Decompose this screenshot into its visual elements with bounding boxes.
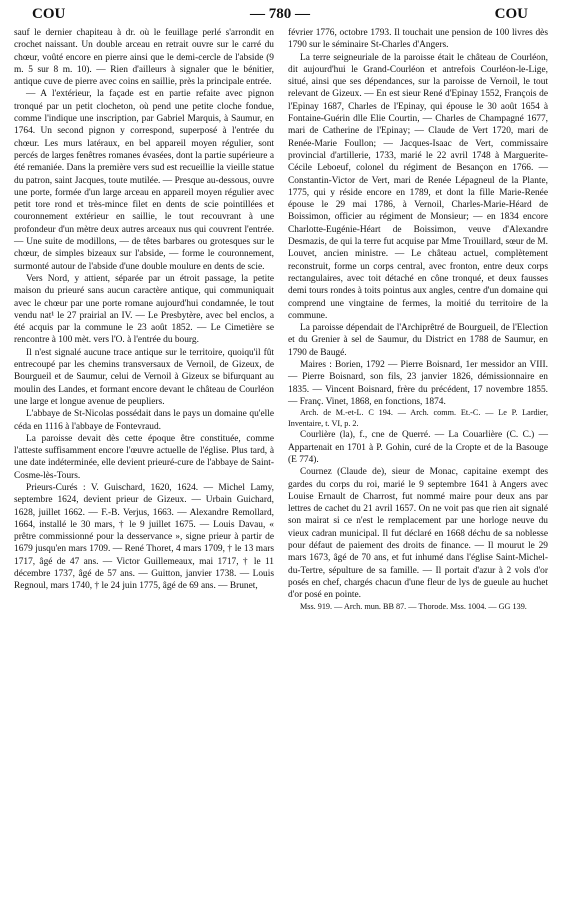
paragraph: sauf le dernier chapiteau à dr. où le feuillage perlé s'arrondit en crochet naissant. Un double arceau en retrait ouvre sur le carré du chœur, voûté encore en pierre ainsi que le demi-cercle de l'abside (9 m. 5 sur 8 m. 10). — Rien d'ailleurs à signaler que le bénitier, antique cuve de pierre avec coins en saillie, près la principale entrée. xyxy=(14,28,274,88)
paragraph: La paroisse devait dès cette époque être constituée, comme l'atteste suffisamment encore l'œuvre actuelle de l'église. Plus tard, à une date indéterminée, elle devient prieuré-cure de l'abbaye de Saint-Cosme-lès-Tours. xyxy=(14,433,274,481)
paragraph: Prieurs-Curés : V. Guischard, 1620, 1624. — Michel Lamy, septembre 1624, devient prieur de Gizeux. — Urbain Guichard, 1628, juillet 1662. — F.-B. Verjus, 1663. — Alexandre Remollard, 1664, installé le 30 mars, † le 9 juillet 1675. — Louis Davau, « prêtre commissionné pour la desservance », signe prieur à partir de 1679 jusqu'en mars 1709. — René Thoret, 4 mars 1709, † le 13 mars 1717, âgé de 47 ans. — Victor Guillemeaux, mai 1717, † le 11 décembre 1737, âgé de 57 ans. — Guitton, janvier 1738. — Louis Regnoul, mars 1740, † le 24 juin 1775, âgé de 69 ans. — Brunet, xyxy=(14,482,274,592)
paragraph: Il n'est signalé aucune trace antique sur le territoire, quoiqu'il fût entrecoupé par les chemins transversaux de Vernoil, de Gizeux, de Bourgueil et de Saumur, celui de Vernoil à Gizeux se bifurquant au moulin des Landes, et formant encore devant le château de Courléon une large et longue avenue de peupliers. xyxy=(14,347,274,407)
paragraph: Maires : Borien, 1792 — Pierre Boisnard, 1er messidor an VIII. — Pierre Boisnard, son fils, 23 janvier 1826, démissionnaire en 1835. — Vincent Boisnard, frère du précédent, 17 novembre 1855. — Franç. Vinet, 1868, en fonctions, 1874. xyxy=(288,360,548,407)
text-columns xyxy=(14,27,548,612)
source-note: Arch. de M.-et-L. C 194. — Arch. comm. Et.-C. — Le P. Lardier, Inventaire, t. VI, p. 2. xyxy=(288,408,548,428)
right-column xyxy=(288,27,548,612)
header-left: COU xyxy=(32,6,66,22)
paragraph: La terre seigneuriale de la paroisse était le château de Courléon, dit aujourd'hui le Grand-Courléon et antrefois Courléon-le-Lige, situé, ainsi que ses dépendances, sur la paroisse de Vernoil, le tout relevant de Gizeux. — En est sieur René d'Epinay 1552, François de l'Epinay 1687, Charles de l'Epinay, qui épouse le 30 août 1654 à Fontaine-Guérin dlle Elie Courtin, — Charles de Champagné 1677, mari de Catherine de l'Epinay; — Claude de Vert 1720, mari de Renée-Marie Foullon; — Jacques-Isaac de Vert, commissaire provincial d'artillerie, 1733, marié le 22 avril 1748 à Marguerite-Cécile Leboeuf, colonel du régiment de Besançon en 1766. — Constantin-Victor de Vert, mari de Renée Lépagneul de la Plante, 1775, qui y réside encore en 1789, et dont la fille Marie-Renée épouse le 29 mai 1786, à Vernoil, Charles-Marie-Héard de Boissimon, officier au régiment de Monsieur; — en 1834 encore Charlotte-Eugénie-Héart de Boissimon, veuve d'Alexandre Desmazis, de qui la terre fut acquise par Mme Trouillard, sœur de M. Louvet, ancien ministre. — Le château actuel, complètement reconstruit, forme un corps central, avec fronton, entre deux corps rectangulaires, avec toit détaché en cône tronqué, et deux fausses demi tours rondes à toits pointus aux angles, centre d'un domaine qui comprend une vingtaine de fermes, la moitié du territoire de la commune. xyxy=(288,52,548,321)
header-right: COU xyxy=(494,6,528,22)
page-number: — 780 — xyxy=(250,6,310,22)
paragraph: — A l'extérieur, la façade est en partie refaite avec pignon tronqué par un petit clocheton, où pend une petite cloche fondue, comme l'indique une inscription, par Gabriel Marquis, à Saumur, en 1764. Un second pignon y correspond, superposé à l'entrée du chœur. Les murs latéraux, en bel appareil moyen régulier, sont percés de larges fenêtres romanes évasées, dont la partie supérieure a été remaniée. Dans la première vers sud est recueillie la vieille statue du patron, saint Jacques, toute mutilée. — Presque au-dessous, ouvre une porte, formée d'un large arceau en appareil moyen régulier avec petit tore rond et très-mince filet en dents de scie pointillées et couronnement extérieur en saillie, le tout recouvrant à une profondeur d'un mètre deux autres arceaux nus qui couvrent l'entrée. — Une suite de modillons, — de têtes barbares ou grotesques sur le chœur, de simples bizeaux sur l'abside, — forme le couronnement, surmonté autour de l'abside d'une double moulure en dents de scie. xyxy=(14,89,274,272)
left-column xyxy=(14,27,274,612)
paragraph: Vers Nord, y attient, séparée par un étroit passage, la petite maison du prieuré sans aucun caractère antique, qui communiquait avec le chœur par une porte romane aujourd'hui condamnée, le tout vendu nat¹ le 27 prairial an IV. — Le Presbytère, avec bel enclos, a été acquis par la commune le 23 août 1852. — Le Cimetière se rencontre à 100 mèt. vers l'O. à l'entrée du bourg. xyxy=(14,273,274,346)
paragraph: L'abbaye de St-Nicolas possédait dans le pays un domaine qu'elle céda en 1116 à l'abbaye de Fontevraud. xyxy=(14,409,274,432)
running-header xyxy=(14,6,548,24)
entry-cournez: Cournez (Claude de), sieur de Monac, capitaine exempt des gardes du corps du roi, marié le 9 septembre 1641 à Angers avec Louise Ernault de Charrost, fut nommé maire pour deux ans par lettres de cachet du 21 avril 1657. On ne voit pas que rien ait signalé son mairat si ce n'est le remplacement par une horloge neuve du vieux cadran municipal. Il fut déclaré en 1668 déchu de sa noblesse pour défaut de paiement des droits de finance. — Il mourut le 29 mars 1673, âgé de 70 ans, et fut inhumé dans l'église Saint-Michel-du-Tertre, sépulture de sa famille. — Il portait d'azur à 2 vols d'or posés en chef, chargés chacun d'une fleur de lys de gueule au huchet d'or posé en pointe. xyxy=(288,467,548,601)
source-note: Mss. 919. — Arch. mun. BB 87. — Thorode. Mss. 1004. — GG 139. xyxy=(300,601,527,611)
paragraph: La paroisse dépendait de l'Archiprêtré de Bourgueil, de l'Election et du Grenier à sel de Saumur, du District en 1788 de Saumur, en 1790 de Baugé. xyxy=(288,323,548,358)
entry-courliere: Courlière (la), f., cne de Querré. — La Couarlière (C. C.) — Appartenait en 1701 à P. Gohin, curé de la Cropte et de la Basouge (E 774). xyxy=(288,430,548,465)
paragraph: février 1776, octobre 1793. Il touchait une pension de 100 livres dès 1790 sur le séminaire St-Charles d'Angers. xyxy=(288,28,548,51)
